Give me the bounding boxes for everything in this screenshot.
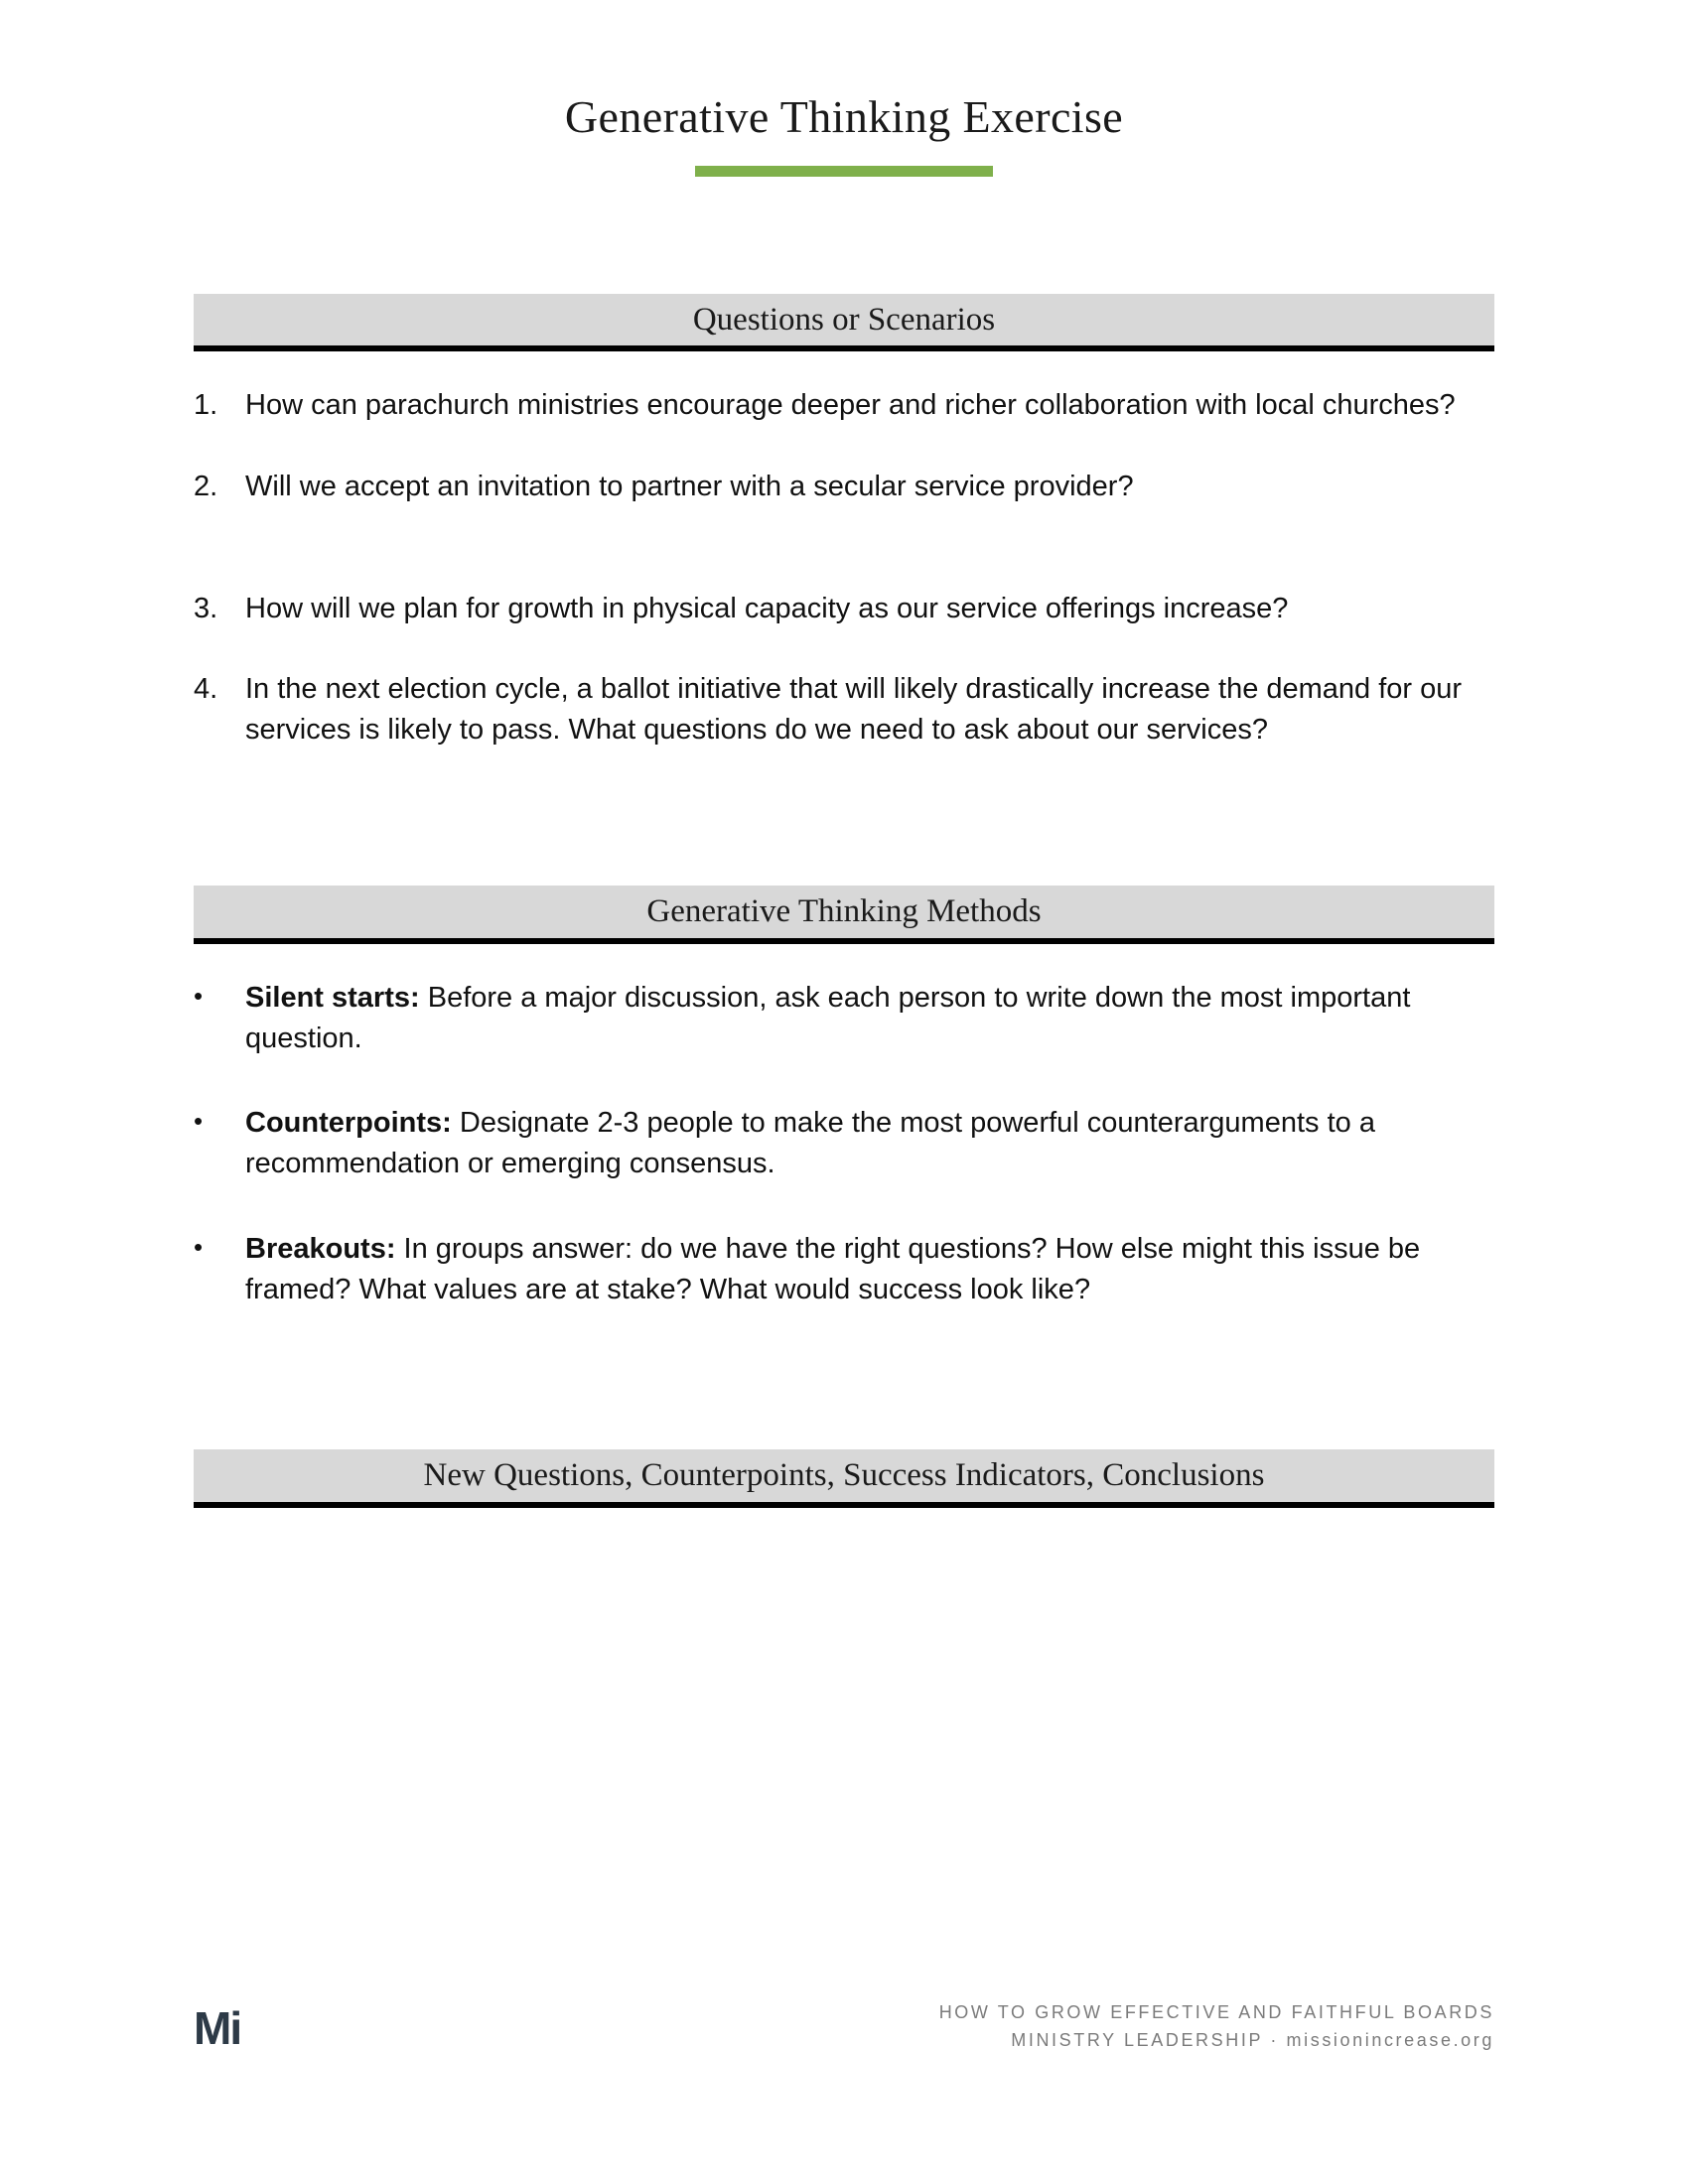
section-header-questions-label: Questions or Scenarios [692,301,996,338]
list-item-lead: Silent starts: [245,981,420,1014]
page-footer [194,1983,1494,2055]
footer-line-2: MINISTRY LEADERSHIP · missionincrease.org [1011,2030,1494,2051]
list-item-body: Before a major discussion, ask each person to write down the most important question. [245,981,1411,1055]
list-item-marker: 1. [194,389,218,422]
list-item-text: Will we accept an invitation to partner with a secular service provider? [245,470,1134,502]
list-item-text: In the next election cycle, a ballot initiative that will likely drastically increase the demand for our services is likely to pass. What questions do we need to ask about our services? [245,673,1463,747]
section-header-new-questions-label: New Questions, Counterpoints, Success Indicators, Conclusions [423,1456,1265,1493]
bullet-icon: • [194,1106,204,1137]
list-item-lead: Counterpoints: [245,1107,452,1140]
list-item [194,467,1494,507]
list-item [194,978,1494,1059]
list-item-marker: 3. [194,592,218,624]
list-item-text: How will we plan for growth in physical capacity as our service offerings increase? [245,592,1289,624]
list-item [194,669,1494,751]
section-header-methods [194,886,1494,944]
section-header-new-questions [194,1449,1494,1508]
list-item [194,589,1494,629]
title-accent-rule [695,166,993,177]
list-item-text [245,1103,1494,1184]
section-header-methods-label: Generative Thinking Methods [646,893,1042,930]
spacer-before-section-2 [194,790,1494,886]
list-item-text [245,978,1494,1059]
questions-list [194,385,1494,751]
mission-increase-logo: Mi [194,2002,241,2054]
footer-text [939,1999,1494,2055]
list-item-body: In groups answer: do we have the right questions? How else might this issue be framed? What values are at stake? What would success look like? [245,1232,1421,1305]
list-item-text: How can parachurch ministries encourage deeper and richer collaboration with local churches? [245,389,1456,422]
spacer-before-section-3 [194,1354,1494,1449]
section-header-questions [194,294,1494,352]
footer-line-1: HOW TO GROW EFFECTIVE AND FAITHFUL BOARDS [938,2002,1494,2023]
list-item [194,385,1494,426]
spacer-before-section-1 [194,177,1494,294]
content-column [194,177,1494,2024]
methods-list [194,978,1494,1310]
list-item [194,1103,1494,1184]
list-item-body: Designate 2-3 people to make the most powerful counterarguments to a recommendation or emerging consensus. [245,1107,1375,1180]
list-item-text [245,1229,1494,1310]
bullet-icon: • [194,980,204,1011]
answer-writing-area[interactable] [194,1508,1494,2024]
list-item-marker: 4. [194,673,218,705]
page-title: Generative Thinking Exercise [564,91,1124,142]
bullet-icon: • [194,1231,204,1262]
list-item-lead: Breakouts: [245,1232,396,1265]
list-item-marker: 2. [194,470,218,502]
list-item [194,1229,1494,1310]
title-block [0,0,1688,177]
